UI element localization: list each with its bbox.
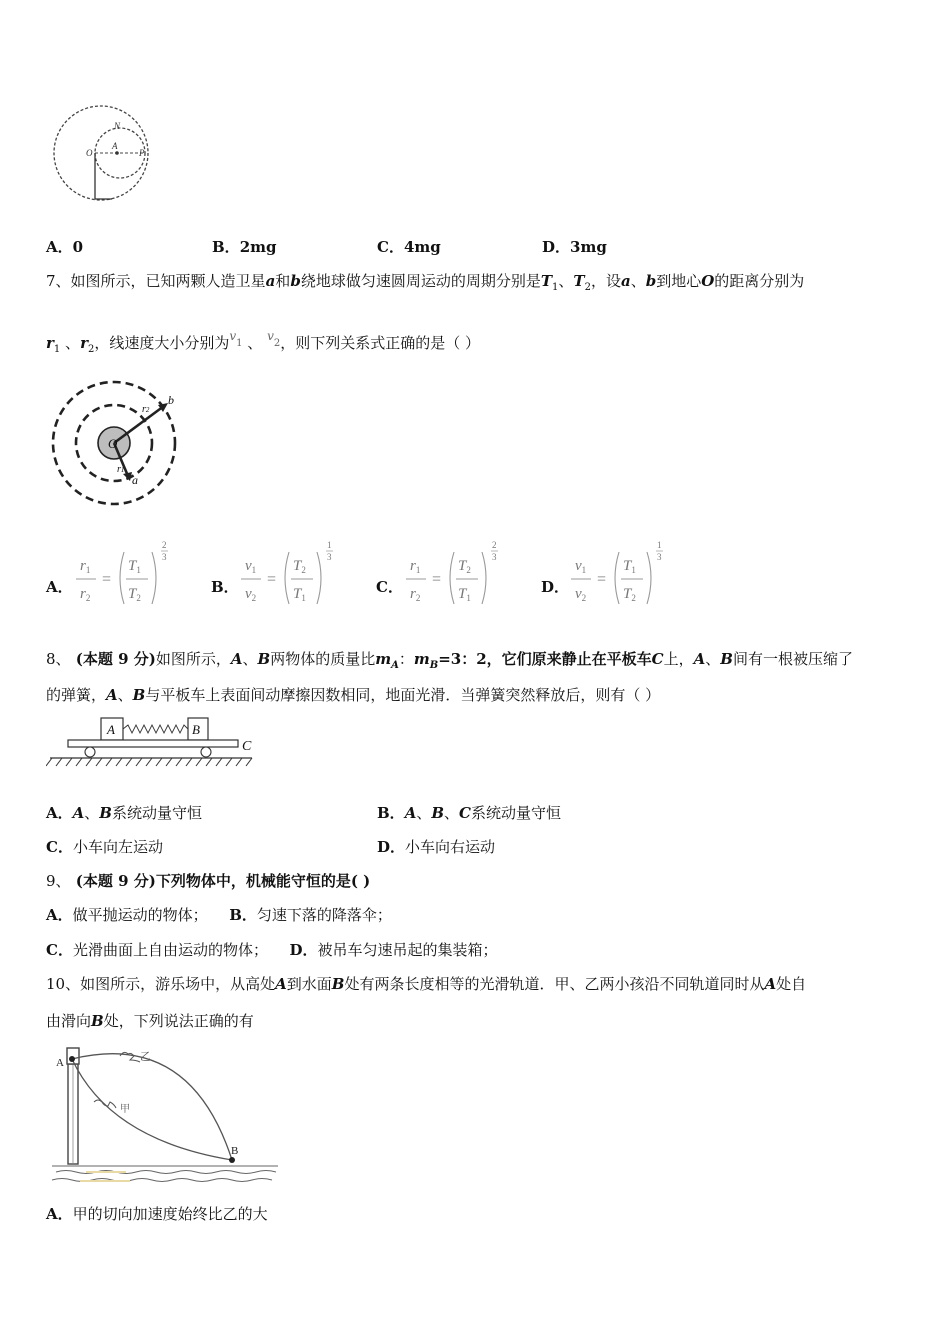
- q7-option-b: [211, 538, 371, 608]
- svg-text:=: =: [597, 571, 607, 588]
- q6-option-d: D．3mg: [542, 238, 607, 256]
- svg-text:v2: $v_2$: [575, 586, 587, 603]
- formula: [237, 538, 371, 608]
- q9-stem: 9、 (本题 9 分)下列物体中，机械能守恒的是( ): [46, 872, 371, 890]
- svg-text:v1: $v_1$: [575, 558, 587, 575]
- svg-text:T2: $T_2$: [623, 586, 636, 603]
- label-o: O: [86, 148, 93, 158]
- q6-option-a: A．0: [46, 238, 84, 256]
- q8-option-a: A．A、B系统动量守恒: [46, 804, 202, 822]
- water: [52, 1166, 278, 1182]
- label-o: O: [108, 436, 118, 451]
- q8-stem-line2: 的弹簧，A、B与平板车上表面间动摩擦因数相同，地面光滑．当弹簧突然释放后，则有（ ）: [46, 686, 661, 704]
- label-a: a: [132, 473, 138, 487]
- label-r2: r2: [142, 404, 150, 415]
- track-jia: [72, 1059, 232, 1160]
- option-key: A．: [46, 578, 73, 596]
- svg-text:3: 3: [162, 552, 167, 562]
- svg-text:2: 2: [162, 540, 167, 550]
- label-b: B: [231, 1145, 239, 1157]
- r2-arrow: [114, 406, 164, 443]
- q7-stem-line1: 7、如图所示，已知两颗人造卫星a和b绕地球做匀速圆周运动的周期分别是$T_1$、$T_2$，设a、b到地心O的距离分别为: [46, 272, 805, 293]
- svg-text:r1: $r_1$: [80, 558, 91, 575]
- formula: [72, 538, 206, 608]
- svg-text:r2: $r_2$: [410, 586, 421, 603]
- formula: [402, 538, 536, 608]
- svg-text:=: =: [102, 571, 112, 588]
- q8-option-c: C．小车向左运动: [46, 838, 163, 856]
- option-key: C．: [376, 578, 403, 596]
- q8-option-d: D．小车向右运动: [377, 838, 496, 856]
- svg-text:3: 3: [657, 552, 662, 562]
- svg-text:=: =: [267, 571, 277, 588]
- q10-stem-line2: 由滑向B处，下列说法正确的有: [46, 1012, 254, 1030]
- svg-text:r2: $r_2$: [80, 586, 91, 603]
- option-key: B．: [211, 578, 239, 596]
- option-key: D．: [541, 578, 570, 596]
- point-a: [69, 1056, 75, 1062]
- label-b: b: [168, 393, 174, 407]
- q7-option-c: [376, 538, 536, 608]
- q10-figure: [50, 1040, 284, 1188]
- label-a: A: [112, 141, 118, 151]
- cart-board: [68, 740, 238, 747]
- label-c: C: [242, 739, 252, 754]
- q7-figure: [50, 376, 182, 510]
- point-b: [229, 1157, 235, 1163]
- point-a: [115, 151, 119, 155]
- wheel-left: [85, 747, 95, 757]
- svg-text:v1: $v_1$: [245, 558, 257, 575]
- svg-text:3: 3: [492, 552, 497, 562]
- label-r1: r1: [117, 464, 125, 475]
- q7-option-a: [46, 538, 206, 608]
- q8-figure: [46, 714, 262, 772]
- q8-option-b: B．A、B、C系统动量守恒: [377, 804, 562, 822]
- q6-option-b: B．2mg: [212, 238, 277, 256]
- q6-option-c: C．4mg: [377, 238, 441, 256]
- svg-text:1: 1: [657, 540, 662, 550]
- q7-option-d: [541, 538, 701, 608]
- svg-text:2: 2: [492, 540, 497, 550]
- label-b: B: [192, 722, 200, 737]
- formula: [567, 538, 701, 608]
- label-jia: 甲: [120, 1104, 130, 1115]
- track-yi: [72, 1054, 232, 1160]
- q8-stem-line1: 8、 (本题 9 分)如图所示，A、B两物体的质量比$m_A$：$m_B=3$：2，它们原来静止在平板车C上，A、B间有一根被压缩了: [46, 650, 853, 671]
- svg-text:T2: $T_2$: [128, 586, 141, 603]
- svg-text:T2: $T_2$: [293, 558, 306, 575]
- ground-hatch: [46, 758, 252, 766]
- label-a: A: [107, 722, 115, 737]
- q10-stem-line1: 10、如图所示，游乐场中，从高处A到水面B处有两条长度相等的光滑轨道．甲、乙两小孩沿不同轨道同时从A处自: [46, 975, 807, 993]
- q10-option-a: A．甲的切向加速度始终比乙的大: [46, 1205, 268, 1223]
- spring: [123, 725, 188, 733]
- q6-figure: [48, 103, 158, 203]
- q7-stem-line2: $r_1$ 、$r_2$，线速度大小分别为$^v_1$ 、 $^v_2$，则下列关系式正确的是（ ）: [46, 329, 480, 355]
- svg-text:1: 1: [327, 540, 332, 550]
- svg-text:=: =: [432, 571, 442, 588]
- wheel-right: [201, 747, 211, 757]
- svg-text:v2: $v_2$: [245, 586, 257, 603]
- label-a: A: [56, 1057, 64, 1069]
- label-yi: 乙: [140, 1050, 151, 1063]
- svg-text:3: 3: [327, 552, 332, 562]
- label-n: N: [114, 121, 121, 131]
- svg-text:T1: $T_1$: [458, 586, 471, 603]
- q9-options-row2: C．光滑曲面上自由运动的物体； D．被吊车匀速吊起的集装箱；: [46, 941, 498, 959]
- svg-text:T1: $T_1$: [128, 558, 141, 575]
- svg-text:T1: $T_1$: [293, 586, 306, 603]
- svg-text:T1: $T_1$: [623, 558, 636, 575]
- svg-text:r1: $r_1$: [410, 558, 421, 575]
- svg-text:T2: $T_2$: [458, 558, 471, 575]
- label-p: P: [139, 148, 145, 158]
- q9-options-row1: A．做平抛运动的物体； B．匀速下落的降落伞；: [46, 906, 392, 924]
